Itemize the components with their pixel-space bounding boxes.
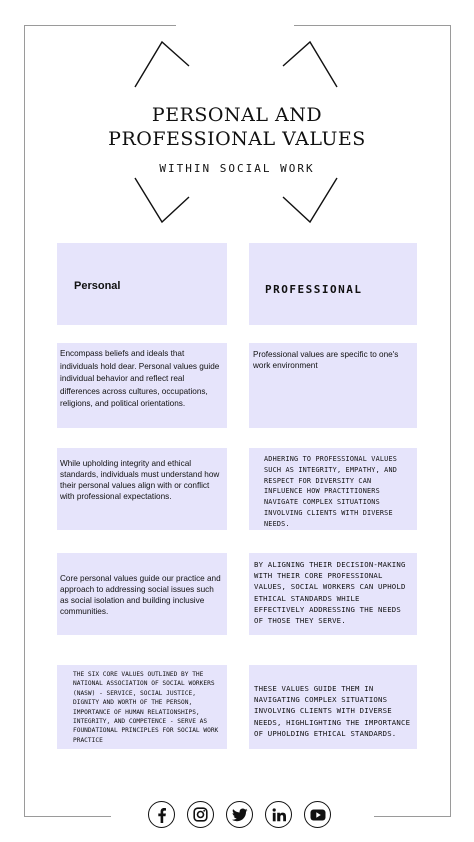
personal-header-label: Personal — [74, 280, 121, 292]
professional-header-box — [249, 243, 417, 325]
youtube-icon[interactable] — [304, 801, 331, 828]
social-icons-row — [0, 801, 474, 831]
professional-card-4 — [249, 665, 417, 749]
personal-card-4 — [57, 665, 227, 749]
title-line-2: PROFESSIONAL VALUES — [108, 128, 366, 150]
personal-card-1-text: Encompass beliefs and ideals that individuals hold dear. Personal values guide individual behavior and reflect real differences across cultures, occupations, religions, and political orientations. — [60, 349, 220, 409]
professional-card-3 — [249, 553, 417, 635]
professional-card-2 — [249, 448, 417, 530]
personal-header-box — [57, 243, 227, 325]
professional-card-1-text: Professional values are specific to one's work environment — [253, 350, 399, 370]
professional-header-label: PROFESSIONAL — [265, 283, 363, 296]
personal-card-1 — [57, 343, 227, 428]
page-title — [0, 103, 474, 151]
personal-card-2 — [57, 448, 227, 530]
twitter-icon[interactable] — [226, 801, 253, 828]
personal-card-3 — [57, 553, 227, 635]
personal-card-2-text: While upholding integrity and ethical standards, individuals must understand how their personal values align with or conflict with professional expectations. — [60, 459, 220, 501]
professional-card-4-text: THESE VALUES GUIDE THEM IN NAVIGATING COMPLEX SITUATIONS INVOLVING CLIENTS WITH DIVERSE NEEDS, HIGHLIGHTING THE IMPORTANCE OF UPHOLDING ETHICAL STANDARDS. — [254, 684, 411, 738]
instagram-icon[interactable] — [187, 801, 214, 828]
title-line-1: PERSONAL AND — [151, 104, 323, 126]
personal-card-4-text: THE SIX CORE VALUES OUTLINED BY THE NATIONAL ASSOCIATION OF SOCIAL WORKERS (NASW) - SERVICE, SOCIAL JUSTICE, DIGNITY AND WORTH OF THE PERSON, IMPORTANCE OF HUMAN RELATIONSHIPS, INTEGRITY, AND COMPETENCE - SERVE AS FOUNDATIONAL PRINCIPLES FOR SOCIAL WORK PRACTICE — [73, 671, 219, 744]
personal-card-3-text: Core personal values guide our practice and approach to addressing social issues such as social isolation and building inclusive communities. — [60, 574, 221, 616]
professional-card-3-text: BY ALIGNING THEIR DECISION-MAKING WITH THEIR CORE PROFESSIONAL VALUES, SOCIAL WORKERS CAN UPHOLD ETHICAL STANDARDS WHILE EFFECTIVELY ADDRESSING THE NEEDS OF THOSE THEY SERVE. — [254, 560, 406, 626]
facebook-icon[interactable] — [148, 801, 175, 828]
page-subtitle: WITHIN SOCIAL WORK — [159, 162, 315, 175]
professional-card-2-text: ADHERING TO PROFESSIONAL VALUES SUCH AS INTEGRITY, EMPATHY, AND RESPECT FOR DIVERSITY CAN INFLUENCE HOW PRACTITIONERS NAVIGATE COMPLEX SITUATIONS INVOLVING CLIENTS WITH DIVERSE NEEDS. — [264, 455, 398, 528]
professional-card-1 — [249, 343, 417, 428]
linkedin-icon[interactable] — [265, 801, 292, 828]
